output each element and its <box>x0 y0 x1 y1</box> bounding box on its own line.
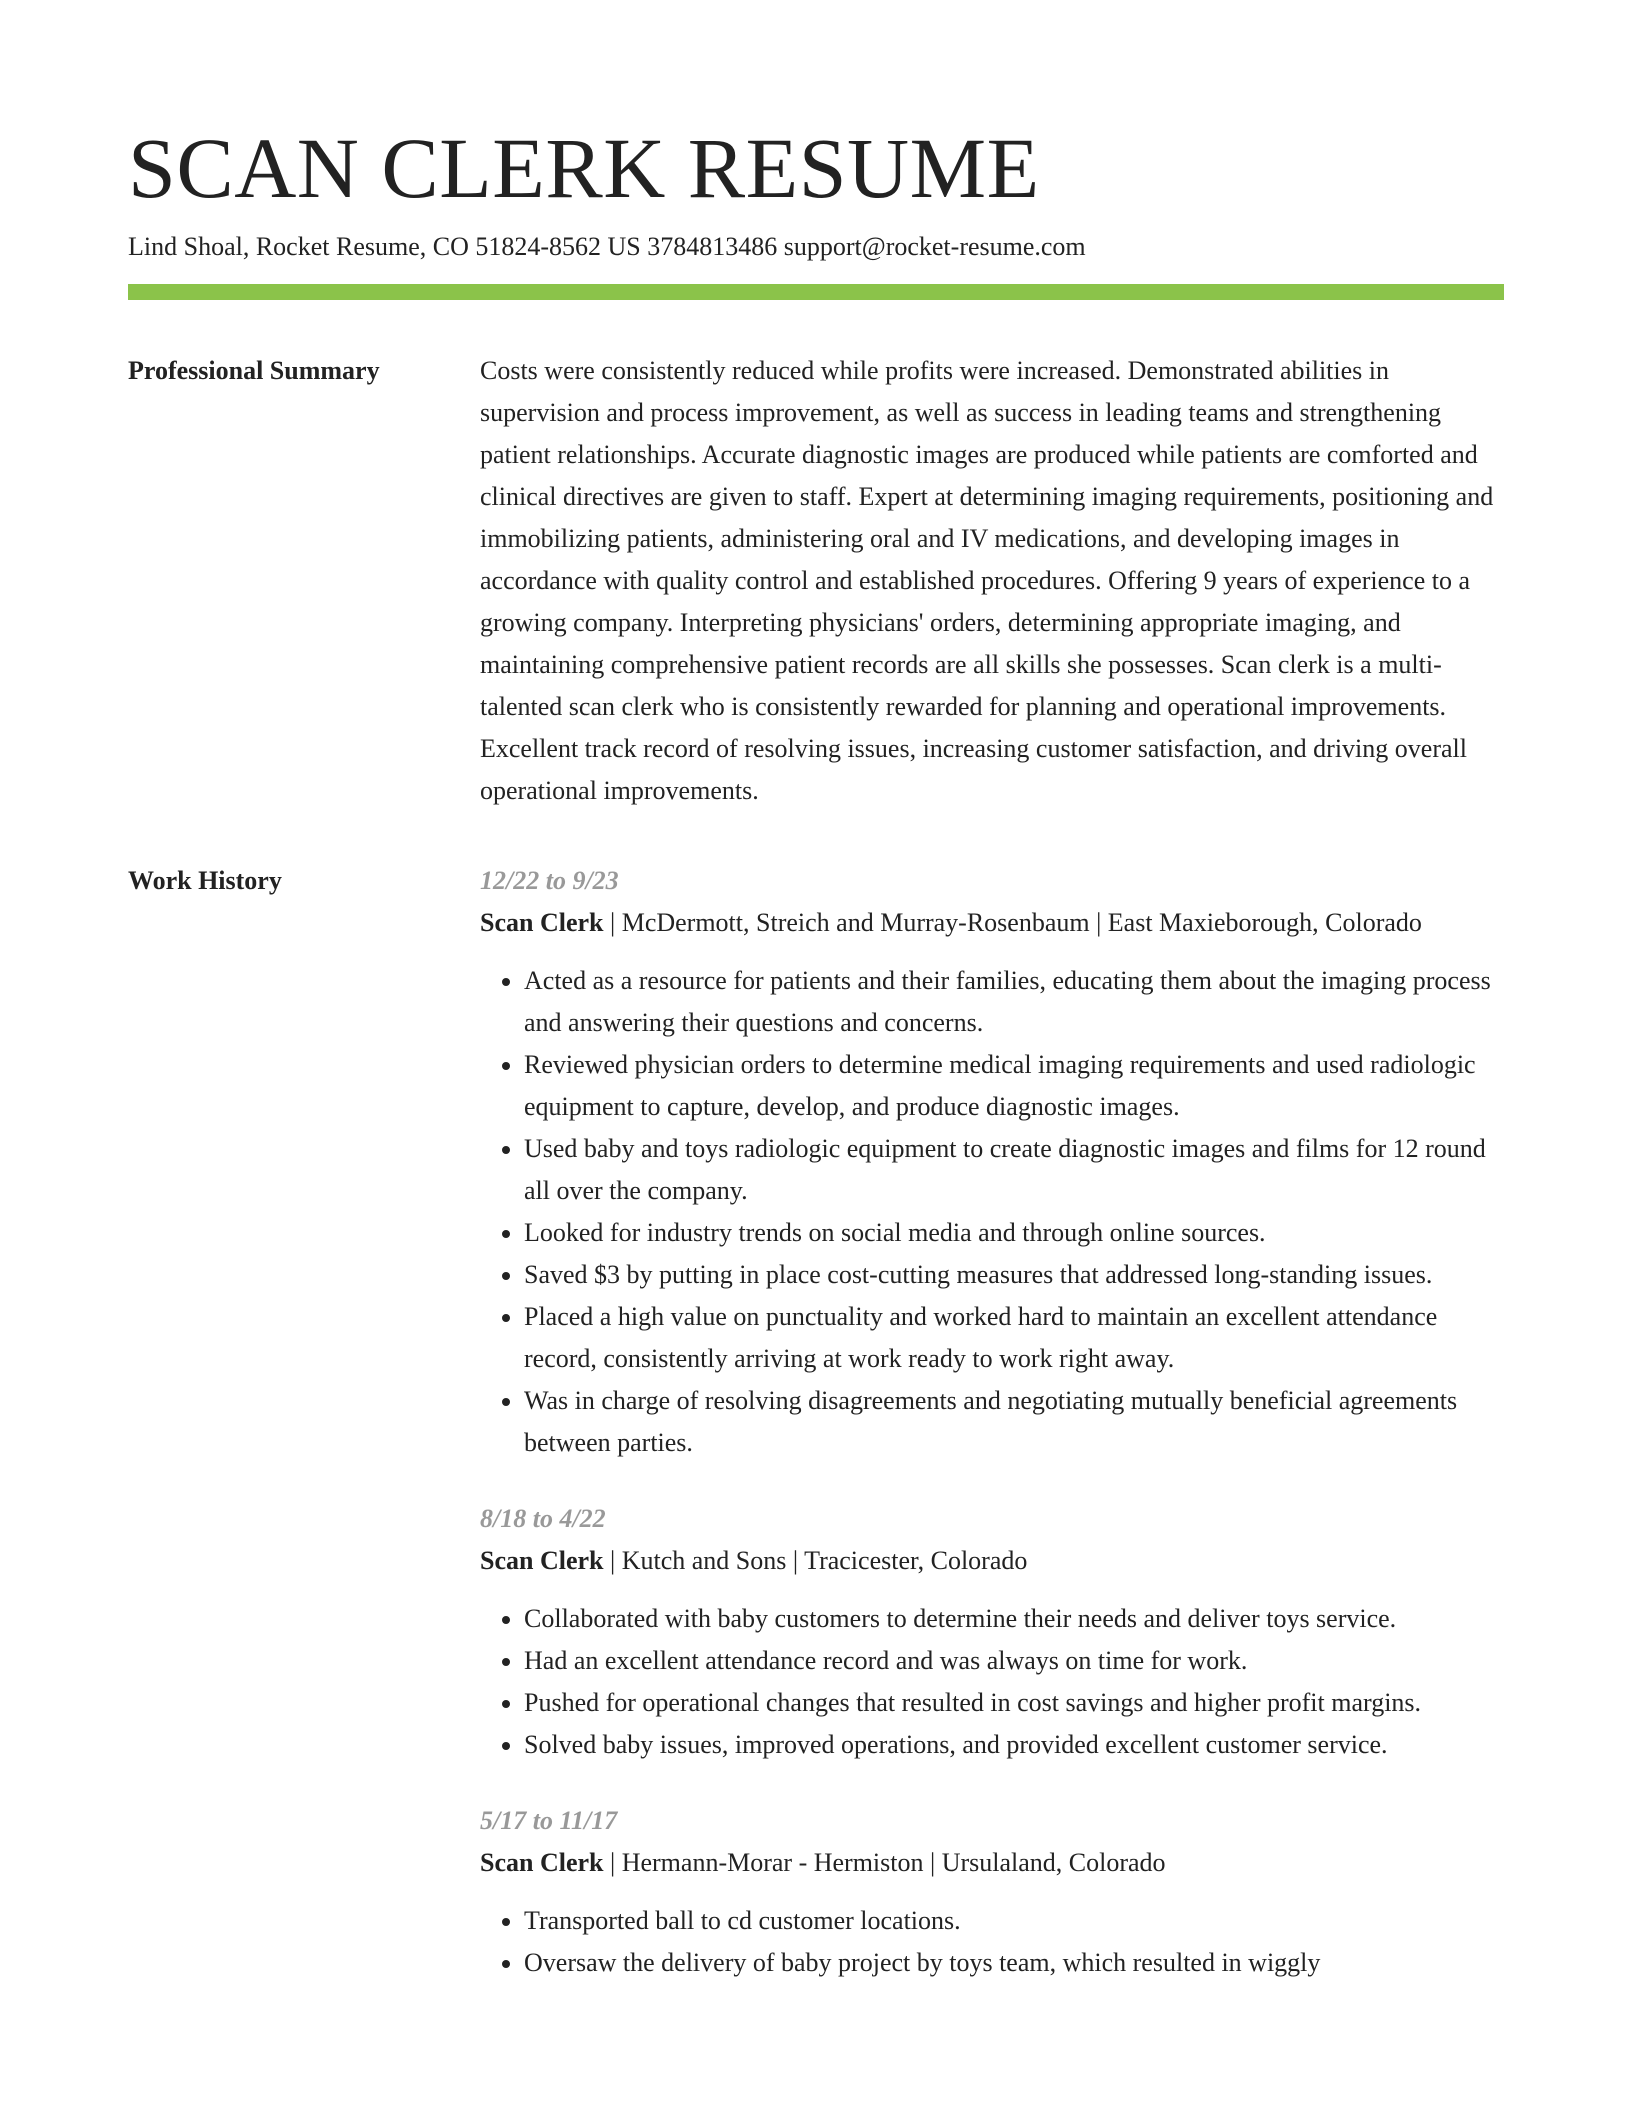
job-dates: 12/22 to 9/23 <box>480 866 619 895</box>
job-bullet: • Placed a high value on punctuality and worked hard to maintain an excellent attendance record, consistently arriving at work ready to work right away. <box>524 1296 1504 1380</box>
section-label-work-history: Work History <box>128 866 282 895</box>
job-dates: 8/18 to 4/22 <box>480 1504 606 1533</box>
job-bullet: • Oversaw the delivery of baby project by toys team, which resulted in wiggly <box>524 1942 1504 1984</box>
job-bullet: • Saved $3 by putting in place cost-cutting measures that addressed long-standing issues. <box>524 1254 1504 1296</box>
job-details: | Kutch and Sons | Tracicester, Colorado <box>603 1546 1028 1575</box>
resume-page <box>128 118 1504 1984</box>
job-bullet: • Had an excellent attendance record and was always on time for work. <box>524 1640 1504 1682</box>
work-history-section <box>128 860 1504 1984</box>
job-bullet: • Solved baby issues, improved operations, and provided excellent customer service. <box>524 1724 1504 1766</box>
professional-summary-section <box>128 350 1504 812</box>
job-bullet: • Acted as a resource for patients and their families, educating them about the imaging process and answering their questions and concerns. <box>524 960 1504 1044</box>
job-bullet: • Looked for industry trends on social media and through online sources. <box>524 1212 1504 1254</box>
jobs-list <box>480 860 1504 1984</box>
job-title: Scan Clerk <box>480 1546 604 1575</box>
job-entry <box>480 1800 1504 1984</box>
job-bullet: • Collaborated with baby customers to determine their needs and deliver toys service. <box>524 1598 1504 1640</box>
job-details: | Hermann-Morar - Hermiston | Ursulaland, Colorado <box>603 1848 1166 1877</box>
summary-text: Costs were consistently reduced while profits were increased. Demonstrated abilities in supervision and process improvement, as well as success in leading teams and strengthening patient relationships. Accurate diagnostic images are produced while patients are comforted and clinical directives are given to staff. Expert at determining imaging requirements, positioning and immobilizing patients, administering oral and IV medications, and developing images in accordance with quality control and established procedures. Offering 9 years of experience to a growing company. Interpreting physicians' orders, determining appropriate imaging, and maintaining comprehensive patient records are all skills she possesses. Scan clerk is a multi-talented scan clerk who is consistently rewarded for planning and operational improvements. Excellent track record of resolving issues, increasing customer satisfaction, and driving overall operational improvements. <box>480 356 1494 805</box>
job-bullets <box>480 1598 1504 1766</box>
job-details: | McDermott, Streich and Murray-Rosenbaum | East Maxieborough, Colorado <box>603 908 1422 937</box>
job-bullet: • Was in charge of resolving disagreements and negotiating mutually beneficial agreements between parties. <box>524 1380 1504 1464</box>
job-title-line <box>480 1842 1504 1884</box>
job-bullets <box>480 1900 1504 1984</box>
job-bullets <box>480 960 1504 1464</box>
section-label-summary: Professional Summary <box>128 356 380 385</box>
job-bullet: • Pushed for operational changes that resulted in cost savings and higher profit margins. <box>524 1682 1504 1724</box>
header-divider <box>128 284 1504 300</box>
job-bullet: • Reviewed physician orders to determine medical imaging requirements and used radiologic equipment to capture, develop, and produce diagnostic images. <box>524 1044 1504 1128</box>
job-title: Scan Clerk <box>480 908 604 937</box>
job-bullet: • Used baby and toys radiologic equipment to create diagnostic images and films for 12 round all over the company. <box>524 1128 1504 1212</box>
contact-line: Lind Shoal, Rocket Resume, CO 51824-8562 US 3784813486 support@rocket-resume.com <box>128 232 1086 261</box>
job-title: Scan Clerk <box>480 1848 604 1877</box>
job-bullet: • Transported ball to cd customer locations. <box>524 1900 1504 1942</box>
job-title-line <box>480 1540 1504 1582</box>
job-entry <box>480 1498 1504 1766</box>
job-entry <box>480 860 1504 1464</box>
resume-title: SCAN CLERK RESUME <box>128 120 1040 216</box>
job-dates: 5/17 to 11/17 <box>480 1806 618 1835</box>
job-title-line <box>480 902 1504 944</box>
